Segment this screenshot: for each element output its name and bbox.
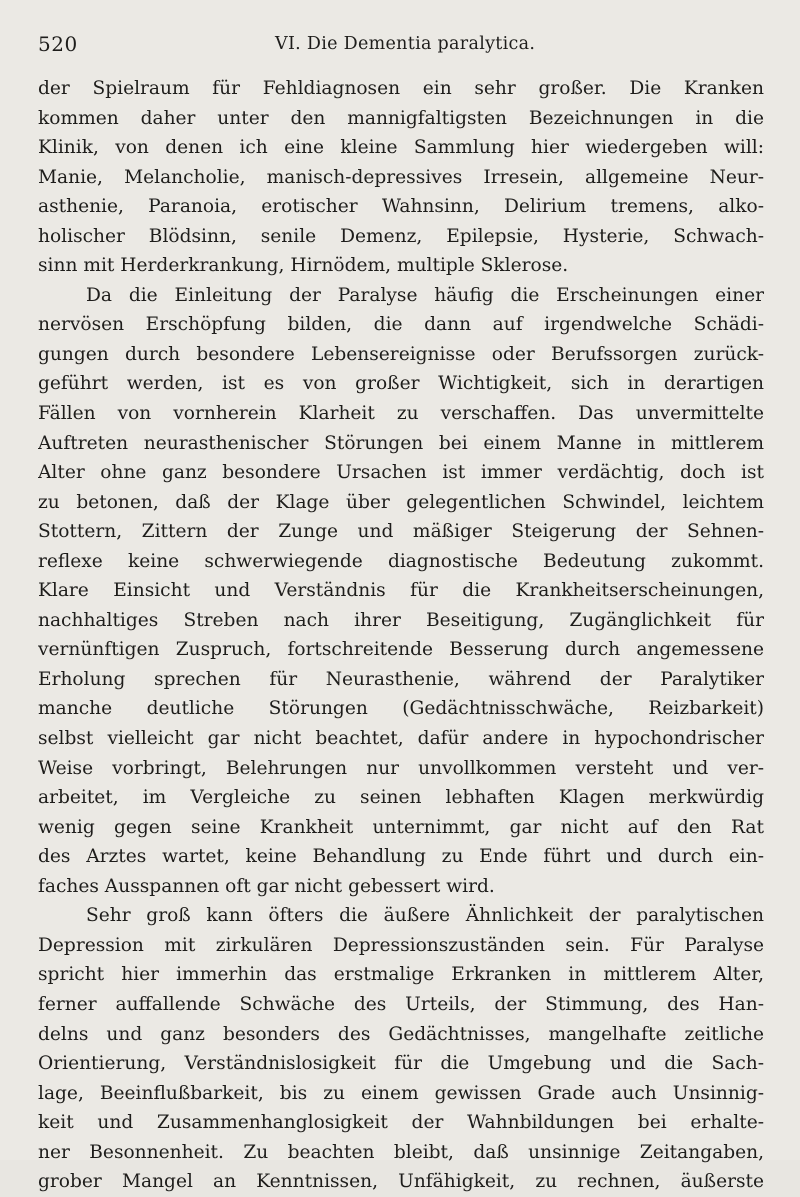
text-line: ferner auffallende Schwäche des Urteils, der Stimmung, des Han- [38,993,764,1015]
text-line: geführt werden, ist es von großer Wichtigkeit, sich in derartigen [38,373,764,395]
text-line: delns und ganz besonders des Gedächtnisses, mangelhafte zeitliche [38,1023,764,1045]
text-line: der Spielraum für Fehldiagnosen ein sehr großer. Die Kranken [38,78,764,99]
text-line: selbst vielleicht gar nicht beachtet, dafür andere in hypochondrischer [38,728,764,750]
text-line: faches Ausspannen oft gar nicht gebessert wird. [38,875,495,897]
text-line: ner Besonnenheit. Zu beachten bleibt, daß unsinnige Zeitangaben, [38,1141,764,1163]
paragraph [38,281,764,901]
text-line: Stottern, Zittern der Zunge und mäßiger Steigerung der Sehnen- [38,521,764,543]
paragraph [38,74,764,281]
text-line: des Arztes wartet, keine Behandlung zu Ende führt und durch ein- [38,846,764,868]
text-line: holischer Blödsinn, senile Demenz, Epilepsie, Hysterie, Schwach- [38,225,764,247]
text-line: Orientierung, Verständnislosigkeit für die Umgebung und die Sach- [38,1053,764,1075]
text-line: manche deutliche Störungen (Gedächtnisschwäche, Reizbarkeit) [38,698,764,720]
text-line: zu betonen, daß der Klage über gelegentlichen Schwindel, leichtem [38,491,764,513]
text-line: kommen daher unter den mannigfaltigsten Bezeichnungen in die [38,107,764,129]
text-line: nachhaltiges Streben nach ihrer Beseitigung, Zugänglichkeit für [38,609,764,631]
body-text [38,74,764,1197]
text-line: Da die Einleitung der Paralyse häufig die Erscheinungen einer [86,284,764,306]
page-number: 520 [38,32,78,56]
text-line: Alter ohne ganz besondere Ursachen ist immer verdächtig, doch ist [38,462,764,484]
text-line: Klinik, von denen ich eine kleine Sammlung hier wiedergeben will: [38,137,764,159]
text-line: Manie, Melancholie, manisch-depressives Irresein, allgemeine Neur- [38,166,764,188]
text-line: wenig gegen seine Krankheit unternimmt, gar nicht auf den Rat [38,816,764,838]
text-line: keit und Zusammenhanglosigkeit der Wahnbildungen bei erhalte- [38,1112,764,1134]
text-line: nervösen Erschöpfung bilden, die dann auf irgendwelche Schädi- [38,314,764,336]
text-line: grober Mangel an Kenntnissen, Unfähigkeit, zu rechnen, äußerste [38,1171,764,1193]
text-line: Sehr groß kann öfters die äußere Ähnlichkeit der paralytischen [86,905,764,927]
paragraph [38,901,764,1196]
text-line: Depression mit zirkulären Depressionszuständen sein. Für Paralyse [38,934,764,956]
text-line: arbeitet, im Vergleiche zu seinen lebhaften Klagen merkwürdig [38,787,764,809]
text-line: reflexe keine schwerwiegende diagnostische Bedeutung zukommt. [38,550,764,572]
text-line: gungen durch besondere Lebensereignisse oder Berufssorgen zurück- [38,343,764,365]
text-line: sinn mit Herderkrankung, Hirnödem, multiple Sklerose. [38,255,569,277]
text-line: asthenie, Paranoia, erotischer Wahnsinn, Delirium tremens, alko- [38,196,764,218]
text-line: Auftreten neurasthenischer Störungen bei einem Manne in mittlerem [38,432,764,454]
text-line: Klare Einsicht und Verständnis für die Krankheitserscheinungen, [38,580,764,602]
text-line: vernünftigen Zuspruch, fortschreitende Besserung durch angemessene [38,639,764,661]
text-line: spricht hier immerhin das erstmalige Erkranken in mittlerem Alter, [38,964,764,986]
running-head: VI. Die Dementia paralytica. [275,34,536,54]
text-line: Fällen von vornherein Klarheit zu verschaffen. Das unvermittelte [38,403,764,425]
text-line: Erholung sprechen für Neurasthenie, während der Paralytiker [38,668,764,690]
text-line: Weise vorbringt, Belehrungen nur unvollkommen versteht und ver- [38,757,764,779]
page-header [38,32,760,58]
text-line: lage, Beeinflußbarkeit, bis zu einem gewissen Grade auch Unsinnig- [38,1082,764,1104]
